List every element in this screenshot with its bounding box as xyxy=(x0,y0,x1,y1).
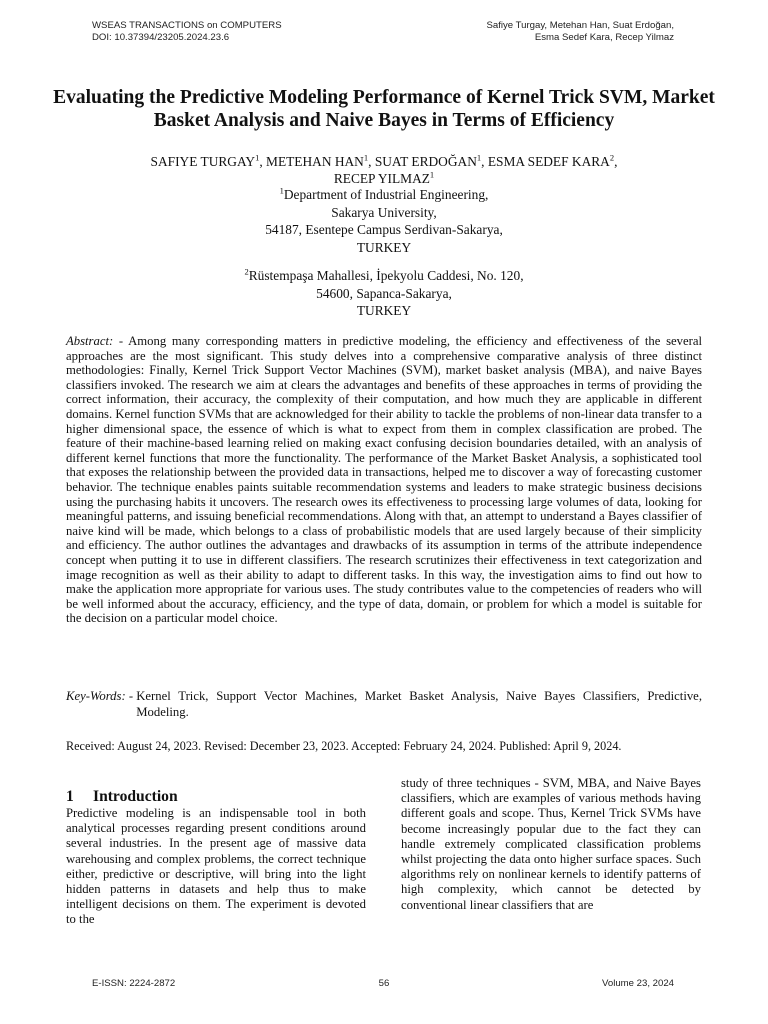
section-title: Introduction xyxy=(93,788,178,805)
footer-page-number: 56 xyxy=(378,978,390,989)
footer-eissn: E-ISSN: 2224-2872 xyxy=(92,978,176,989)
author: METEHAN HAN$^1$ xyxy=(266,152,369,169)
header-authors-line-2: Esma Sedef Kara, Recep Yilmaz xyxy=(534,32,674,43)
header-authors-line-1: Safiye Turgay, Metehan Han, Suat Erdoğan, xyxy=(486,20,674,31)
paper-title: Evaluating the Predictive Modeling Performance of Kernel Trick SVM, Market Basket Analysis and Naive Bayes in Terms of Efficiency xyxy=(53,87,715,131)
abstract-text: - Among many corresponding matters in predictive modeling, the efficiency and effectiveness of the several approaches are the most significant. This study delves into a comprehensive comparative analysis of three distinct methodologies: Finally, Kernel Trick Support Vector Machines (SVM), market basket analysis (MBA), and naive Bayes classifiers invoked. The research we aim at clears the advantages and benefits of these approaches in terms of providing the correct information, their accuracy, the complexity of their computation, and how much they are applicable in different domains. Kernel function SVMs that are acknowledged for their ability to tackle the problems of non-linear data transfer to a higher dimensional space, the essence of which is what to expect from them in complex classification are probed. The feature of their machine-based learning relied on making exact confusing decision boundaries detailed, with an analysis of different kernel functions that more the functionality. The performance of the Market Basket Analysis, a sophisticated tool that exposes the relationship between the provided data in transactions, helped me to discover a way of forecasting customer behavior. The technique enables paints suitable recommendation systems and leaders to make strategic business decisions using the purchasing habits it uncovers. The research owes its effectiveness to processing large volumes of data, looking for meaningful patterns, and issuing beneficial recommendations. Along with that, an attempt to understand a Bayes classifier of naive kind will be made, which belongs to a class of probabilistic models that are used largely because of their simplicity and efficiency. The author outlines the advantages and drawbacks of its assumption in terms of the attribute independence concept when putting it to use in different classifiers. The research scrutinizes their effectiveness in text categorization and image recognition as well as their ability to adapt to different tasks. In this way, the investigation aims to find out how to make the application more appropriate for various uses. The study contributes value to the competencies of readers who will be well informed about the accuracy, efficiency, and the type of data, domain, or problem for which a model is suitable for the decision on a particular model choice. xyxy=(66,334,702,626)
running-header-right xyxy=(486,20,674,44)
doi[interactable]: DOI: 10.37394/23205.2024.23.6 xyxy=(92,32,230,43)
intro-column-right: study of three techniques - SVM, MBA, and Naive Bayes classifiers, which are examples of various methods having different goals and scope. Thus, Kernel Trick SVMs have become increasingly popular due to the fact they can handle extremely complicated classification problems whilst projecting the data onto higher surface spaces. Such algorithms rely on nonlinear kernels to identify patterns of high complexity, which cannot be detected by conventional linear classifiers that are xyxy=(401,776,701,912)
author: SAFIYE TURGAY$^1$ xyxy=(150,152,260,169)
intro-column-left: Predictive modeling is an indispensable tool in both analytical processes regarding present conditions around several industries. In the present age of massive data warehousing and complex problems, the correct technique either, predictive or descriptive, will bring into the light hidden patterns in datasets and help thus to make intelligent decisions on them. The experiment is devoted to the xyxy=(66,806,366,927)
section-heading xyxy=(66,787,178,806)
author: RECEP YILMAZ$^1$ xyxy=(333,169,435,186)
keywords: Key-Words: - Kernel Trick, Support Vector Machines, Market Basket Analysis, Naive Bayes Classifiers, Predictive, Modeling. xyxy=(66,689,702,719)
affiliation-1: $^1$Department of Industrial Engineering, Sakarya University, 54187, Esentepe Campus Serdivan-Sakarya, TURKEY xyxy=(265,185,503,255)
abstract xyxy=(66,334,702,626)
keywords-text: Kernel Trick, Support Vector Machines, Market Basket Analysis, Naive Bayes Classifiers, Predictive, Modeling. xyxy=(136,689,702,719)
keywords-label: Key-Words: xyxy=(66,689,126,703)
affiliation-2: $^2$Rüstempaşa Mahallesi, İpekyolu Caddesi, No. 120, 54600, Sapanca-Sakarya, TURKEY xyxy=(244,266,524,318)
author: SUAT ERDOĞAN$^1$ xyxy=(374,152,482,169)
section-number: 1 xyxy=(66,788,74,805)
footer-volume: Volume 23, 2024 xyxy=(601,978,674,989)
author: ESMA SEDEF KARA$^2$ xyxy=(487,152,615,169)
abstract-label: Abstract: xyxy=(66,334,114,348)
journal-name: WSEAS TRANSACTIONS on COMPUTERS xyxy=(92,20,282,31)
publication-dates: Received: August 24, 2023. Revised: December 23, 2023. Accepted: February 24, 2024. Published: April 9, 2024. xyxy=(66,739,622,753)
running-header-left xyxy=(92,20,282,44)
author-list: SAFIYE TURGAY$^1$, METEHAN HAN$^1$, SUAT ERDOĞAN$^1$, ESMA SEDEF KARA$^2$, RECEP YILMAZ$^1$ xyxy=(150,152,618,186)
